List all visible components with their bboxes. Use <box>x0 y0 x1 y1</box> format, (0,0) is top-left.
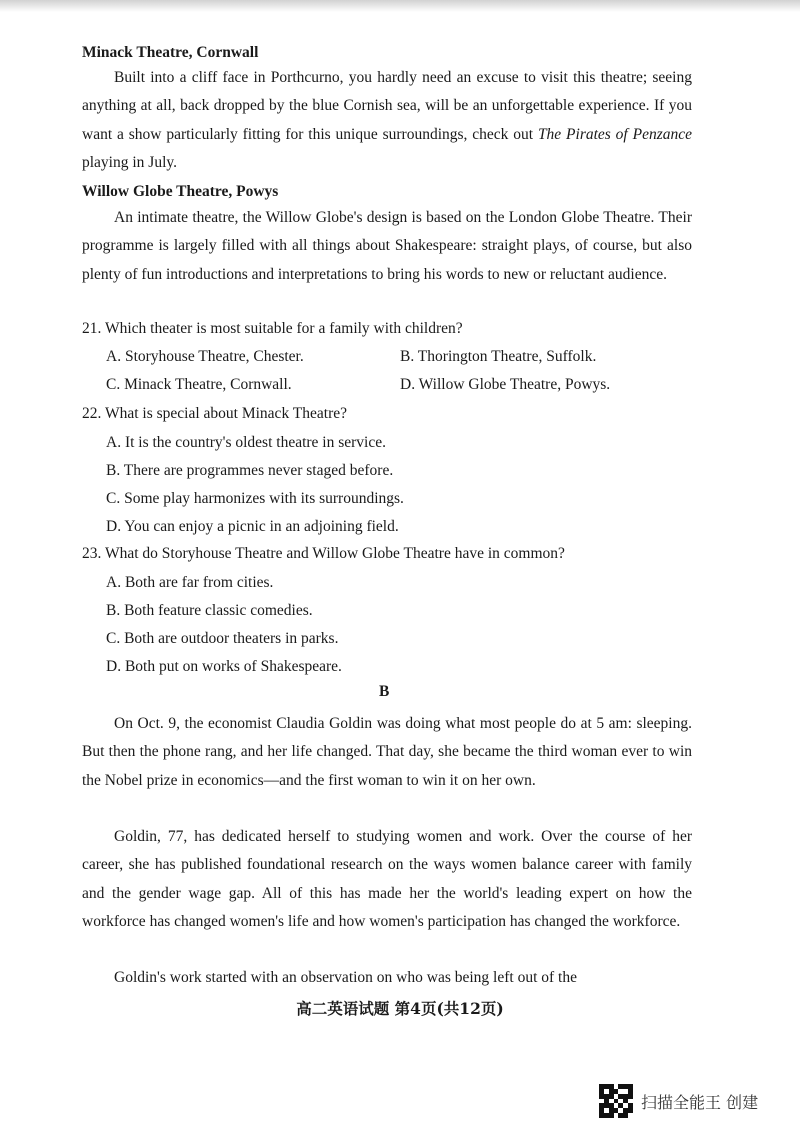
q22-option-d: D. You can enjoy a picnic in an adjoining field. <box>106 518 399 535</box>
question-23: 23. What do Storyhouse Theatre and Willow Globe Theatre have in common? <box>82 545 565 562</box>
minack-text-2: playing in July. <box>82 153 178 171</box>
passage-b-paragraph-2: Goldin, 77, has dedicated herself to studying women and work. Over the course of her career, she has published foundational research on the ways women balance career with family and the gender wage gap. All of this has made her the world's leading expert on how the workforce has changed women's life and how women's participation has changed the workforce. <box>82 828 692 930</box>
scan-shadow <box>0 0 800 12</box>
minack-text-1: Built into a cliff face in Porthcurno, you hardly need an excuse to visit this theatre; seeing anything at all, back dropped by the blue Cornish sea, will be an unforgettable experience. If you want a show particularly fitting for this unique surroundings, check out <box>82 69 692 143</box>
passage-b-paragraph-3: Goldin's work started with an observation on who was being left out of the <box>114 969 577 986</box>
q21-option-b: B. Thorington Theatre, Suffolk. <box>400 348 597 365</box>
willow-paragraph: An intimate theatre, the Willow Globe's design is based on the London Globe Theatre. Their programme is largely filled with all things about Shakespeare: straight plays, of course, but also plenty of fun introductions and interpretations to bring his words to new or reluctant audience. <box>82 209 692 283</box>
minack-paragraph <box>82 64 692 177</box>
q21-option-c: C. Minack Theatre, Cornwall. <box>106 376 292 393</box>
watermark-text: 扫描全能王 创建 <box>641 1092 759 1112</box>
q23-option-c: C. Both are outdoor theaters in parks. <box>106 630 339 647</box>
page-footer: 高二英语试题 第4页(共12页) <box>296 999 504 1018</box>
q23-option-a: A. Both are far from cities. <box>106 574 274 591</box>
section-b-heading: B <box>379 683 390 700</box>
q23-option-b: B. Both feature classic comedies. <box>106 602 313 619</box>
question-22: 22. What is special about Minack Theatre? <box>82 405 347 422</box>
scanner-watermark <box>599 1084 758 1118</box>
question-21: 21. Which theater is most suitable for a family with children? <box>82 320 463 337</box>
q22-option-c: C. Some play harmonizes with its surroundings. <box>106 490 404 507</box>
q23-option-d: D. Both put on works of Shakespeare. <box>106 658 342 675</box>
willow-heading: Willow Globe Theatre, Powys <box>82 183 279 200</box>
qr-code-icon <box>599 1084 633 1118</box>
minack-heading: Minack Theatre, Cornwall <box>82 44 259 61</box>
minack-show-title: The Pirates of Penzance <box>537 125 692 143</box>
passage-b-paragraph-1: On Oct. 9, the economist Claudia Goldin was doing what most people do at 5 am: sleeping. But then the phone rang, and her life changed. That day, she became the third woman ever to win the Nobel prize in economics—and the first woman to win it on her own. <box>82 715 692 789</box>
q22-option-b: B. There are programmes never staged before. <box>106 462 394 479</box>
q21-option-a: A. Storyhouse Theatre, Chester. <box>106 348 304 365</box>
q22-option-a: A. It is the country's oldest theatre in service. <box>106 434 386 451</box>
q21-option-d: D. Willow Globe Theatre, Powys. <box>400 376 611 393</box>
